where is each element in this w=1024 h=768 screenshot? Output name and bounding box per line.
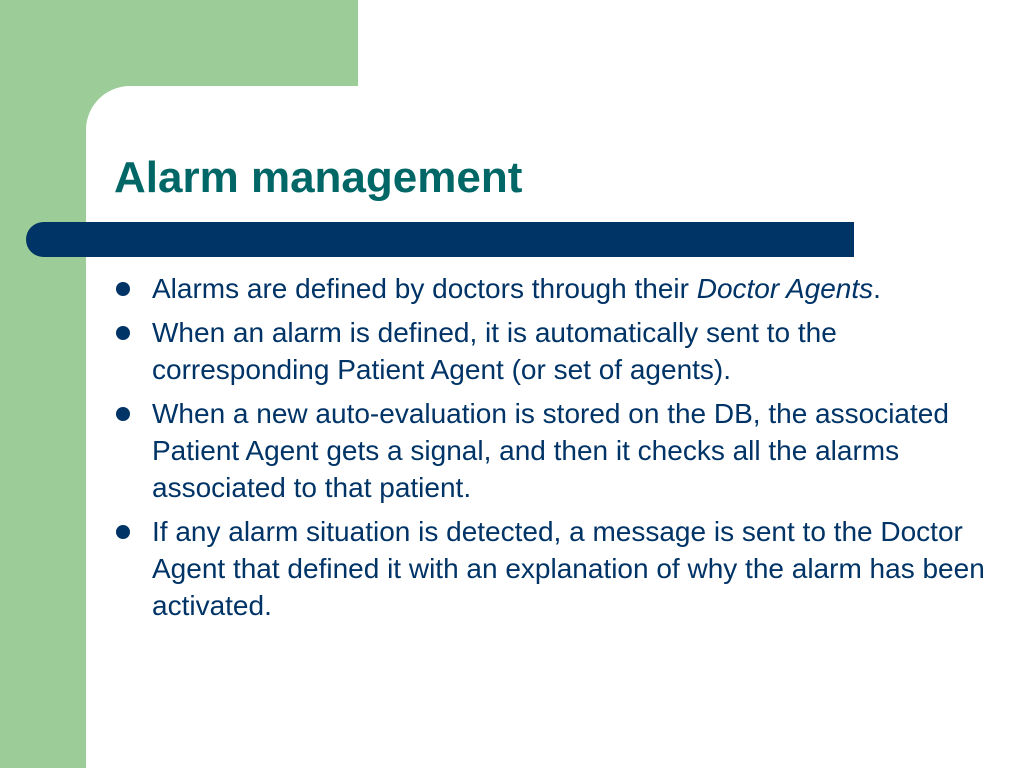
bullet-text: If any alarm situation is detected, a message is sent to the Doctor Agent that defined it with an explanation of why the alarm has been activated.	[152, 516, 985, 621]
bullet-dot-icon	[116, 525, 130, 539]
bullet-text: When an alarm is defined, it is automatically sent to the corresponding Patient Agent (or set of agents).	[152, 317, 837, 385]
bullet-item	[114, 513, 1004, 624]
bullet-text-part: .	[873, 273, 881, 304]
bullet-text: When a new auto-evaluation is stored on the DB, the associated Patient Agent gets a signal, and then it checks all the alarms associated to that patient.	[152, 398, 949, 503]
bullet-dot-icon	[116, 407, 130, 421]
bullet-item	[114, 270, 1004, 307]
bullet-item	[114, 314, 1004, 388]
bullet-text	[152, 270, 1004, 307]
slide-title: Alarm management	[114, 153, 523, 202]
bullet-emphasis: Doctor Agents	[696, 273, 874, 304]
bullet-dot-icon	[116, 282, 130, 296]
bullet-list	[114, 270, 1004, 631]
bullet-item	[114, 395, 1004, 506]
title-underline-bar	[26, 222, 854, 257]
bullet-dot-icon	[116, 326, 130, 340]
bullet-text-part: Alarms are defined by doctors through their	[152, 273, 697, 304]
